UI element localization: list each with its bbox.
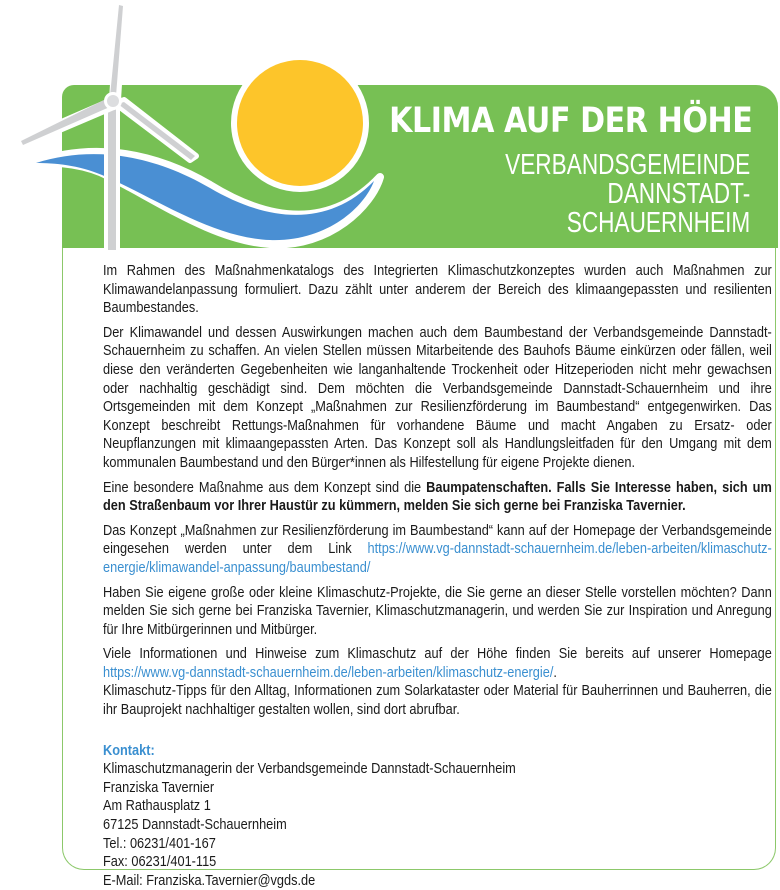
baumbestand-link[interactable]: https://www.vg-dannstadt-schauernheim.de/leben-arbeiten/klimaschutz-energie/klimawandel-anpassung/baumbestand/ bbox=[103, 541, 772, 576]
subtitle-line: SCHAUERNHEIM bbox=[566, 207, 750, 239]
paragraph-text: Viele Informationen und Hinweise zum Klimaschutz auf der Höhe finden Sie bereits auf unserer Homepage bbox=[103, 646, 772, 663]
paragraph-climate-change: Der Klimawandel und dessen Auswirkungen machen auch dem Baumbestand der Verbandsgemeinde Dannstadt-Schauernheim zu schaffen. An vielen Stellen müssen Mitarbeitende des Bauhofs Bäume einkürzen oder fällen, weil diese den veränderten Gegebenheiten wie langanhaltende Trockenheit oder Hitzeperioden nicht mehr gewachsen oder nachhaltig geschädigt sind. Dem möchten die Verbandsgemeinde Dannstadt-Schauernheim und ihre Ortsgemeinden mit dem Konzept „Maßnahmen zur Resilienzförderung im Baumbestand“ entgegenwirken. Das Konzept beschreibt Rettungs-Maßnahmen für vorhandene Bäume und macht Angaben zu Ersatz- oder Neupflanzungen mit klimaangepassten Arten. Das Konzept soll als Handlungsleitfaden für den Umgang mit dem kommunalen Baumbestand und den Bürger*innen als Hilfestellung für eigene Projekte dienen. bbox=[103, 324, 772, 471]
contact-fax: Fax: 06231/401-115 bbox=[103, 854, 217, 871]
page-title: KLIMA AUF DER HÖHE bbox=[388, 101, 752, 141]
contact-role: Klimaschutzmanagerin der Verbandsgemeinde Dannstadt-Schauernheim bbox=[103, 761, 516, 778]
contact-name: Franziska Tavernier bbox=[103, 779, 215, 796]
sun-icon bbox=[231, 54, 369, 192]
klima-logo bbox=[0, 0, 400, 250]
paragraph-projects: Haben Sie eigene große oder kleine Klimaschutz-Projekte, die Sie gerne an dieser Stelle vorstellen möchten? Dann melden Sie sich gerne bei Franziska Tavernier, Klimaschutzmanagerin, und werden Sie zur Inspiration und Anregung für Ihre Mitbürgerinnen und Mitbürger. bbox=[103, 584, 772, 638]
klimaschutz-homepage-link[interactable]: https://www.vg-dannstadt-schauernheim.de/leben-arbeiten/klimaschutz-energie/ bbox=[103, 664, 554, 681]
tree-sponsorship-callout: Baumpatenschaften. Falls Sie Interesse haben, sich um den Straßenbaum vor Ihrer Haustür zu kümmern, melden Sie sich gerne bei Franziska Tavernier. bbox=[103, 479, 772, 515]
paragraph-text: Das Konzept „Maßnahmen zur Resilienzförderung im Baumbestand“ kann auf der Homepage der Verbandsgemeinde eingesehen werden unter dem Link bbox=[103, 522, 772, 558]
contact-heading: Kontakt: bbox=[103, 742, 155, 759]
article-body bbox=[103, 262, 772, 890]
paragraph-concept-link bbox=[103, 522, 772, 578]
subtitle-line: VERBANDSGEMEINDE bbox=[504, 149, 750, 181]
paragraph-homepage bbox=[103, 645, 772, 682]
page-subtitle bbox=[505, 151, 750, 238]
contact-email[interactable]: E-Mail: Franziska.Tavernier@vgds.de bbox=[103, 872, 316, 889]
paragraph-intro: Im Rahmen des Maßnahmenkatalogs des Integrierten Klimaschutzkonzeptes wurden auch Maßnahmen zur Klimawandelanpassung formuliert. Dazu zählt unter anderem der Bereich des klimaangepassten und resilienten Baumbestandes. bbox=[103, 263, 772, 317]
subtitle-line: DANNSTADT- bbox=[607, 178, 750, 210]
contact-city: 67125 Dannstadt-Schauernheim bbox=[103, 817, 287, 834]
contact-phone: Tel.: 06231/401-167 bbox=[103, 835, 216, 852]
paragraph-text: Eine besondere Maßnahme aus dem Konzept sind die bbox=[103, 479, 427, 496]
paragraph-text: . bbox=[553, 664, 557, 681]
contact-block bbox=[103, 742, 772, 890]
paragraph-tips: Klimaschutz-Tipps für den Alltag, Informationen zum Solarkataster oder Material für Bauherrinnen und Bauherren, die ihr Bauprojekt nachhaltiger gestalten wollen, sind dort abrufbar. bbox=[103, 683, 772, 719]
contact-street: Am Rathausplatz 1 bbox=[103, 798, 211, 815]
paragraph-tree-sponsorship bbox=[103, 479, 772, 516]
